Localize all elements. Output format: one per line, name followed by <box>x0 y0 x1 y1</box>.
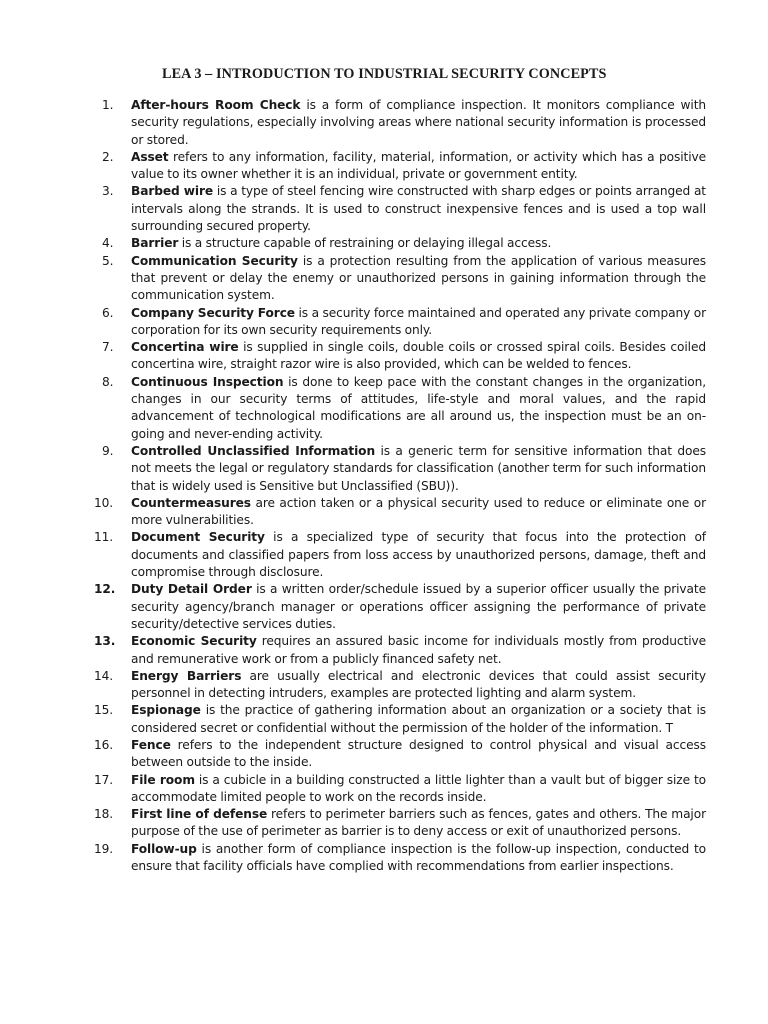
item-term: Communication Security <box>131 253 298 268</box>
item-definition: is a structure capable of restraining or delaying illegal access. <box>178 236 552 251</box>
item-definition: refers to perimeter barriers such as fences, gates and others. The major purpose of the use of perimeter as barrier is to deny access or exit of unauthorized persons. <box>131 807 706 839</box>
list-item <box>94 737 706 772</box>
item-definition: is a protection resulting from the application of various measures that prevent or delay the enemy or unauthorized persons in gaining information through the communication system. <box>131 253 706 303</box>
item-definition: is a security force maintained and operated any private company or corporation for its own security requirements only. <box>131 305 706 337</box>
item-term: Barrier <box>131 236 179 251</box>
item-term: Company Security Force <box>131 305 295 320</box>
item-term: Energy Barriers <box>131 668 242 683</box>
list-item <box>94 495 706 530</box>
list-item <box>94 529 706 581</box>
terms-list <box>94 97 707 875</box>
item-definition: is another form of compliance inspection is the follow-up inspection, conducted to ensure that facility officials have complied with recommendations from earlier inspections. <box>131 841 706 874</box>
item-term: Fence <box>131 737 171 752</box>
item-number: 3. <box>102 184 114 199</box>
list-item <box>98 443 706 495</box>
item-number: 2. <box>102 149 114 164</box>
item-definition: is a type of steel fencing wire constructed with sharp edges or points arranged at intervals along the strands. It is used to construct inexpensive fences and is used a top wall surrounding secured property. <box>131 184 706 234</box>
item-number: 11. <box>94 530 114 545</box>
item-definition: is the practice of gathering information about an organization or a society that is considered secret or confidential without the permission of the holder of the information. T <box>131 703 706 735</box>
list-item <box>94 702 706 737</box>
list-item <box>94 668 706 703</box>
list-item <box>98 149 706 184</box>
item-term: Document Security <box>131 530 265 545</box>
list-item <box>94 581 706 633</box>
item-term: After-hours Room Check <box>131 98 301 112</box>
item-number: 19. <box>94 841 114 856</box>
item-definition: is a generic term for sensitive information that does not meets the legal or regulatory standards for classification (another term for such information that is widely used is Sensitive but Unclassified (SBU)). <box>131 443 707 493</box>
item-term: Asset <box>131 149 169 164</box>
item-number: 6. <box>102 305 114 320</box>
item-number: 16. <box>94 737 114 752</box>
item-term: First line of defense <box>131 807 268 822</box>
item-term: Economic Security <box>131 634 257 649</box>
item-definition: is a specialized type of security that focus into the protection of documents and classified papers from loss access by unauthorized persons, damage, theft and compromise through disclosure. <box>131 530 706 580</box>
item-definition: is a cubicle in a building constructed a little lighter than a vault but of bigger size to accommodate limited people to work on the records inside. <box>131 772 706 804</box>
item-definition: are action taken or a physical security used to reduce or eliminate one or more vulnerabilities. <box>131 495 706 528</box>
list-item <box>98 235 706 252</box>
item-definition: is a form of compliance inspection. It monitors compliance with security regulations, especially involving areas where national security information is processed or stored. <box>131 98 707 147</box>
item-definition: is supplied in single coils, double coils or crossed spiral coils. Besides coiled concertina wire, straight razor wire is also provided, which can be welded to fences. <box>131 340 706 372</box>
item-number: 8. <box>102 374 114 389</box>
item-definition: are usually electrical and electronic devices that could assist security personnel in detecting intruders, examples are protected lighting and alarm system. <box>131 668 706 701</box>
item-term: Barbed wire <box>131 184 214 199</box>
list-item <box>94 841 706 876</box>
item-number: 13. <box>94 634 116 649</box>
list-item <box>98 253 706 305</box>
item-number: 17. <box>94 772 114 787</box>
item-number: 14. <box>94 668 114 683</box>
item-definition: is a written order/schedule issued by a superior officer usually the private security agency/branch manager or operations officer assigning the performance of private security/detective services duties. <box>131 582 706 631</box>
item-definition: refers to the independent structure designed to control physical and visual access between outside to the inside. <box>131 737 706 770</box>
item-definition: refers to any information, facility, material, information, or activity which has a positive value to its owner whether it is an individual, private or government entity. <box>131 149 706 182</box>
item-term: Countermeasures <box>131 495 251 510</box>
item-number: 1. <box>102 98 114 112</box>
item-term: File room <box>131 772 195 787</box>
item-number: 7. <box>102 340 114 355</box>
item-term: Follow-up <box>131 841 197 856</box>
list-item <box>98 97 706 149</box>
item-number: 9. <box>102 443 114 458</box>
list-item <box>94 772 706 807</box>
item-number: 10. <box>94 495 114 510</box>
list-item <box>98 339 706 374</box>
item-term: Continuous Inspection <box>131 374 284 389</box>
item-term: Controlled Unclassified Information <box>131 443 376 458</box>
page-title: LEA 3 – INTRODUCTION TO INDUSTRIAL SECURITY CONCEPTS <box>162 66 607 82</box>
list-item <box>98 305 706 340</box>
list-item <box>94 806 706 841</box>
item-definition: is done to keep pace with the constant changes in the organization, changes in our security terms of attitudes, life-style and moral values, and the rapid advancement of technological modifications are all around us, the inspection must be an on-going and never-ending activity. <box>131 374 707 441</box>
list-item <box>98 374 706 443</box>
item-term: Espionage <box>131 703 201 718</box>
list-item <box>98 183 706 235</box>
item-number: 5. <box>102 253 114 268</box>
item-term: Duty Detail Order <box>131 582 252 597</box>
item-term: Concertina wire <box>131 340 239 355</box>
item-definition: requires an assured basic income for individuals mostly from productive and remunerative work or from a publicly financed safety net. <box>131 634 706 666</box>
list-item <box>94 633 706 668</box>
item-number: 18. <box>94 807 114 822</box>
item-number: 12. <box>94 582 116 597</box>
item-number: 4. <box>102 236 114 251</box>
item-number: 15. <box>94 703 114 718</box>
